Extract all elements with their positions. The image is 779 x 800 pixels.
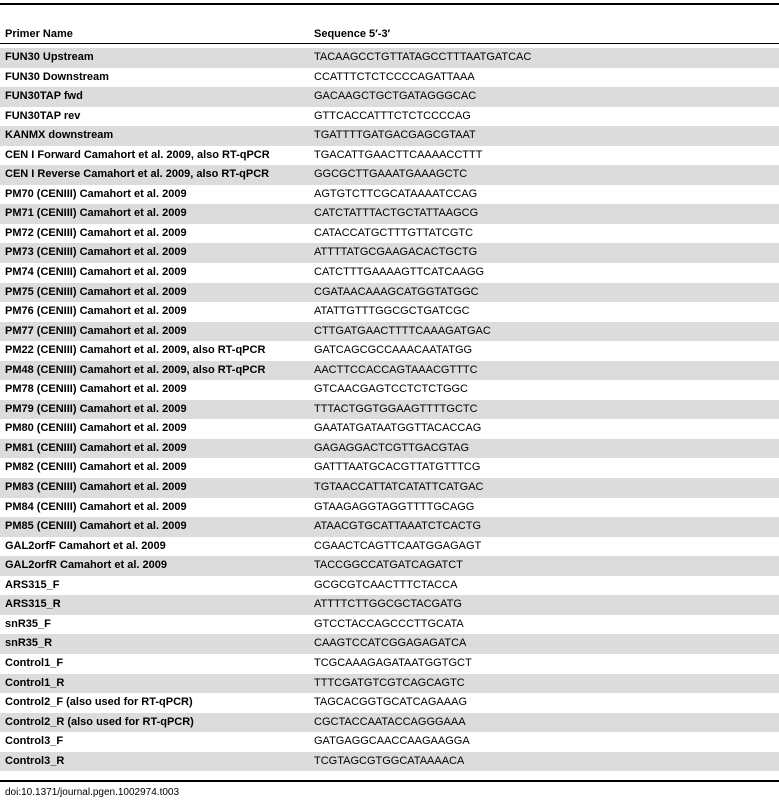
primer-name-cell: snR35_F <box>5 617 51 630</box>
primer-name-cell: PM48 (CENIII) Camahort et al. 2009, also RT-qPCR <box>5 363 266 376</box>
sequence-cell: ATATTGTTTGGCGCTGATCGC <box>314 305 470 318</box>
primer-name-cell: PM70 (CENIII) Camahort et al. 2009 <box>5 187 187 200</box>
table-row <box>0 595 779 615</box>
sequence-cell: CGATAACAAAGCATGGTATGGC <box>314 285 479 298</box>
primer-name-cell: PM72 (CENIII) Camahort et al. 2009 <box>5 226 187 239</box>
table-row <box>0 322 779 342</box>
sequence-cell: TTTACTGGTGGAAGTTTTGCTC <box>314 402 478 415</box>
table-row <box>0 263 779 283</box>
primer-name-cell: PM85 (CENIII) Camahort et al. 2009 <box>5 520 187 533</box>
sequence-cell: GTCAACGAGTCCTCTCTGGC <box>314 383 468 396</box>
sequence-cell: TGATTTTGATGACGAGCGTAAT <box>314 129 476 142</box>
sequence-cell: TTTCGATGTCGTCAGCAGTC <box>314 676 465 689</box>
table-top-rule <box>0 3 779 5</box>
primer-name-cell: ARS315_F <box>5 578 60 591</box>
table-row <box>0 243 779 263</box>
primer-name-cell: PM74 (CENIII) Camahort et al. 2009 <box>5 266 187 279</box>
sequence-cell: GACAAGCTGCTGATAGGGCAC <box>314 90 477 103</box>
sequence-cell: TGTAACCATTATCATATTCATGAC <box>314 481 484 494</box>
table-row <box>0 576 779 596</box>
doi-caption: doi:10.1371/journal.pgen.1002974.t003 <box>5 787 180 798</box>
primer-name-cell: Control3_R <box>5 754 65 767</box>
primer-name-cell: GAL2orfF Camahort et al. 2009 <box>5 539 166 552</box>
primer-name-cell: Control1_F <box>5 656 64 669</box>
table-row <box>0 634 779 654</box>
primer-name-cell: PM83 (CENIII) Camahort et al. 2009 <box>5 481 187 494</box>
primer-name-cell: ARS315_R <box>5 598 61 611</box>
primer-name-cell: PM76 (CENIII) Camahort et al. 2009 <box>5 305 187 318</box>
table-row <box>0 439 779 459</box>
sequence-cell: CCATTTCTCTCCCCAGATTAAA <box>314 70 475 83</box>
sequence-cell: ATTTTATGCGAAGACACTGCTG <box>314 246 478 259</box>
sequence-cell: AACTTCCACCAGTAAACGTTTC <box>314 363 478 376</box>
sequence-cell: GCGCGTCAACTTTCTACCA <box>314 578 458 591</box>
table-row <box>0 107 779 127</box>
primer-name-cell: PM82 (CENIII) Camahort et al. 2009 <box>5 461 187 474</box>
sequence-cell: TAGCACGGTGCATCAGAAAG <box>314 696 467 709</box>
primer-name-cell: Control2_R (also used for RT-qPCR) <box>5 715 194 728</box>
table-row <box>0 185 779 205</box>
table-bottom-rule <box>0 780 779 782</box>
sequence-cell: TCGTAGCGTGGCATAAAACA <box>314 754 465 767</box>
table-row <box>0 224 779 244</box>
primer-name-cell: FUN30 Downstream <box>5 70 109 83</box>
table-row <box>0 48 779 68</box>
sequence-cell: CATACCATGCTTTGTTATCGTC <box>314 226 474 239</box>
table-row <box>0 361 779 381</box>
table-row <box>0 732 779 752</box>
sequence-cell: CTTGATGAACTTTTCAAAGATGAC <box>314 324 491 337</box>
table-row <box>0 204 779 224</box>
primer-name-cell: FUN30TAP rev <box>5 109 81 122</box>
sequence-cell: TGACATTGAACTTCAAAACCTTT <box>314 148 483 161</box>
sequence-cell: CGCTACCAATACCAGGGAAA <box>314 715 466 728</box>
primer-name-cell: PM80 (CENIII) Camahort et al. 2009 <box>5 422 187 435</box>
table-header-rule <box>0 43 779 44</box>
sequence-cell: TCGCAAAGAGATAATGGTGCT <box>314 656 472 669</box>
table-row <box>0 674 779 694</box>
table-row <box>0 68 779 88</box>
table-row <box>0 165 779 185</box>
table-row <box>0 693 779 713</box>
primer-name-cell: PM77 (CENIII) Camahort et al. 2009 <box>5 324 187 337</box>
table-row <box>0 752 779 772</box>
table-row <box>0 146 779 166</box>
sequence-cell: GATGAGGCAACCAAGAAGGA <box>314 735 470 748</box>
table-row <box>0 341 779 361</box>
primer-name-cell: CEN I Reverse Camahort et al. 2009, also RT-qPCR <box>5 168 270 181</box>
header-sequence: Sequence 5′-3′ <box>314 28 391 40</box>
table-row <box>0 498 779 518</box>
table-row <box>0 302 779 322</box>
sequence-cell: CATCTATTTACTGCTATTAAGCG <box>314 207 479 220</box>
sequence-cell: GTCCTACCAGCCCTTGCATA <box>314 617 464 630</box>
primer-name-cell: KANMX downstream <box>5 129 114 142</box>
sequence-cell: TACCGGCCATGATCAGATCT <box>314 559 463 572</box>
primer-name-cell: GAL2orfR Camahort et al. 2009 <box>5 559 167 572</box>
primer-name-cell: snR35_R <box>5 637 53 650</box>
table-row <box>0 556 779 576</box>
table-row <box>0 537 779 557</box>
primer-name-cell: PM84 (CENIII) Camahort et al. 2009 <box>5 500 187 513</box>
table-row <box>0 400 779 420</box>
sequence-cell: GAATATGATAATGGTTACACCAG <box>314 422 482 435</box>
table-row <box>0 654 779 674</box>
primer-name-cell: PM71 (CENIII) Camahort et al. 2009 <box>5 207 187 220</box>
table-row <box>0 458 779 478</box>
primer-name-cell: PM73 (CENIII) Camahort et al. 2009 <box>5 246 187 259</box>
primer-name-cell: Control1_R <box>5 676 65 689</box>
sequence-cell: ATAACGTGCATTAAATCTCACTG <box>314 520 482 533</box>
primer-name-cell: PM75 (CENIII) Camahort et al. 2009 <box>5 285 187 298</box>
table-row <box>0 615 779 635</box>
sequence-cell: TACAAGCCTGTTATAGCCTTTAATGATCAC <box>314 51 532 63</box>
table-body <box>0 48 779 771</box>
primer-name-cell: PM78 (CENIII) Camahort et al. 2009 <box>5 383 187 396</box>
sequence-cell: GTAAGAGGTAGGTTTTGCAGG <box>314 500 475 513</box>
sequence-cell: GGCGCTTGAAATGAAAGCTC <box>314 168 468 181</box>
table-row <box>0 713 779 733</box>
sequence-cell: GATTTAATGCACGTTATGTTTCG <box>314 461 481 474</box>
sequence-cell: AGTGTCTTCGCATAAAATCCAG <box>314 187 478 200</box>
sequence-cell: GTTCACCATTTCTCTCCCCAG <box>314 109 471 122</box>
sequence-cell: GATCAGCGCCAAACAATATGG <box>314 344 473 357</box>
table-row <box>0 87 779 107</box>
table-row <box>0 380 779 400</box>
sequence-cell: ATTTTCTTGGCGCTACGATG <box>314 598 462 611</box>
primer-name-cell: FUN30TAP fwd <box>5 90 83 103</box>
table-row <box>0 478 779 498</box>
table-row <box>0 517 779 537</box>
primer-name-cell: PM81 (CENIII) Camahort et al. 2009 <box>5 441 187 454</box>
table-row <box>0 419 779 439</box>
primer-name-cell: CEN I Forward Camahort et al. 2009, also RT-qPCR <box>5 148 270 161</box>
header-primer-name: Primer Name <box>5 28 73 40</box>
sequence-cell: CATCTTTGAAAAGTTCATCAAGG <box>314 266 485 279</box>
primer-name-cell: FUN30 Upstream <box>5 51 94 63</box>
primer-name-cell: Control3_F <box>5 735 64 748</box>
table-header <box>0 22 779 44</box>
sequence-cell: CGAACTCAGTTCAATGGAGAGT <box>314 539 482 552</box>
table-row <box>0 283 779 303</box>
table-row <box>0 126 779 146</box>
sequence-cell: GAGAGGACTCGTTGACGTAG <box>314 441 470 454</box>
primer-name-cell: PM79 (CENIII) Camahort et al. 2009 <box>5 402 187 415</box>
primer-name-cell: PM22 (CENIII) Camahort et al. 2009, also RT-qPCR <box>5 344 266 357</box>
primer-name-cell: Control2_F (also used for RT-qPCR) <box>5 696 193 709</box>
sequence-cell: CAAGTCCATCGGAGAGATCA <box>314 637 467 650</box>
